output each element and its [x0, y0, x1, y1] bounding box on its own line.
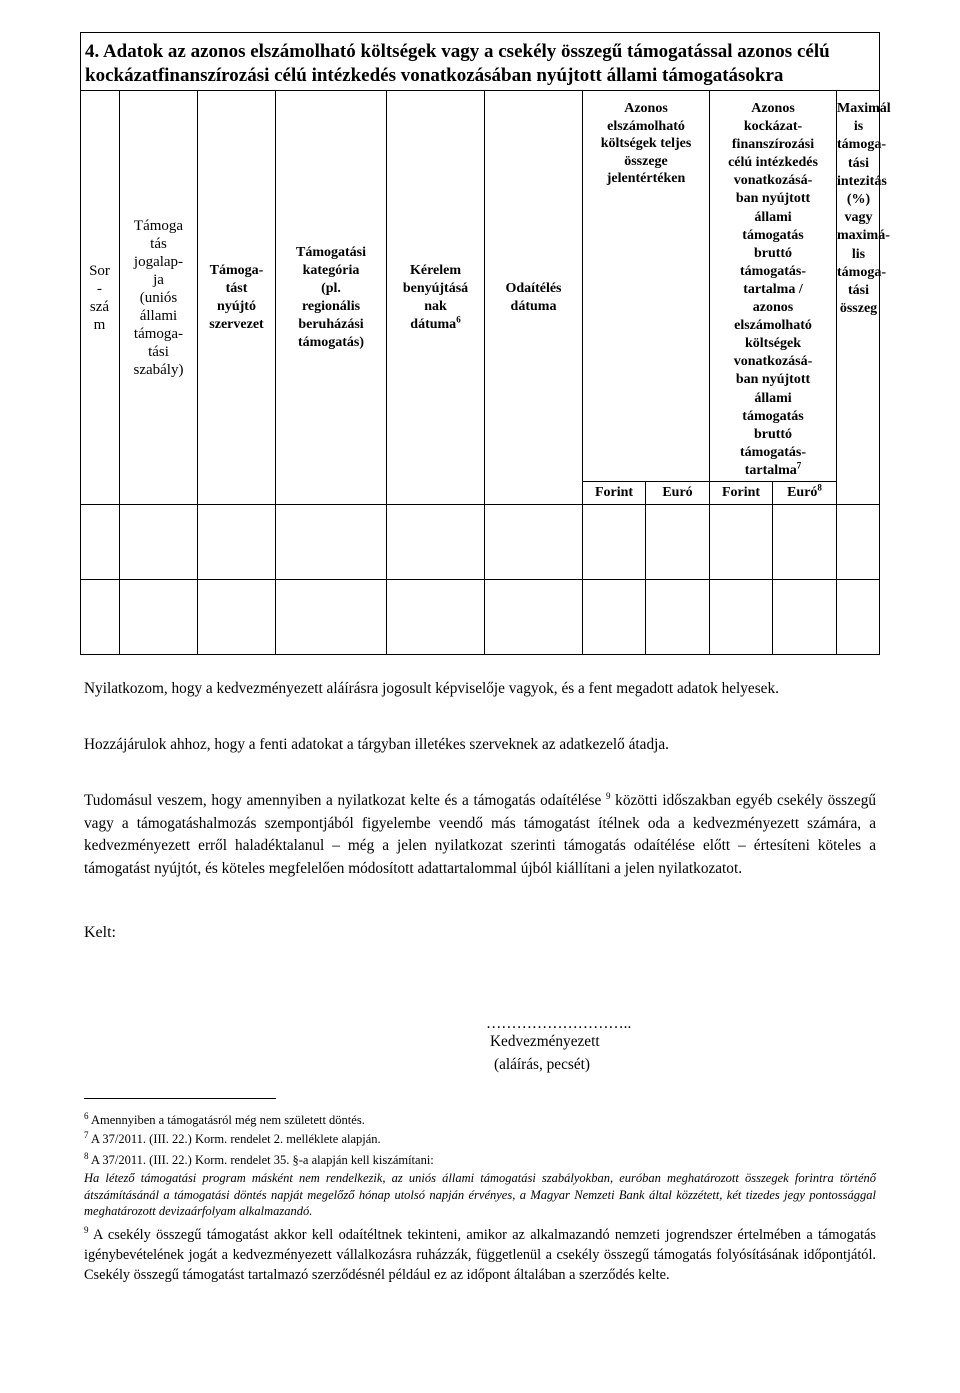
header-kategoria: Támogatási kategória (pl. regionális beruházási támogatás) — [296, 244, 366, 350]
subheader-forint: Forint — [594, 485, 634, 500]
footnote-8-text: A 37/2011. (III. 22.) Korm. rendelet 35. §-a alapján kell kiszámítani: — [90, 1153, 434, 1167]
footnote-9-text: A csekély összegű támogatást akkor kell odaítéltnek tekinteni, amikor az alkalmazandó nemzeti jogrendszer értelmében a támogatás igénybevételének jogát a kedvezményezett vállalkozásra ruházzák, függetlenül a csekély összegű támogatás folyósításának időpontjától. Csekély összegű támogatást tartalmazó szerződésnél például ez az időpont általában a szerződés kelte. — [84, 1227, 876, 1283]
declaration-3 — [84, 790, 876, 880]
header-kockazat — [710, 100, 836, 480]
signature-line: ……………………….. — [486, 1015, 632, 1032]
row-rule — [80, 579, 880, 580]
footnote-ref-9: 9 — [606, 790, 611, 801]
footnote-ref-8: 8 — [817, 482, 822, 493]
footnote-7-text: A 37/2011. (III. 22.) Korm. rendelet 2. melléklete alapján. — [90, 1132, 381, 1146]
col-divider — [645, 481, 646, 655]
footnote-ref-7: 7 — [796, 460, 802, 471]
footnote-8 — [84, 1152, 876, 1169]
footnote-6-text: Amennyiben a támogatásról még nem született döntés. — [90, 1113, 365, 1127]
header-rule — [80, 504, 880, 505]
header-jogalap: Támoga tás jogalap- ja (uniós állami támoga- tási szabály) — [133, 217, 184, 378]
header-maximalis: Maximál is támoga- tási intezitás (%) vagy maximá- lis támoga- tási összeg — [837, 101, 891, 317]
header-kockazat-text: Azonos kockázat- finanszírozási célú intézkedés vonatkozásá- ban nyújtott állami támogatás bruttó támogatás- tartalma / azonos elszámolható költségek vonatkozásá- ban nyújtott állami támogatás bruttó támogatás- tartalma — [728, 101, 818, 478]
declaration-3-a: Tudomásul veszem, hogy amennyiben a nyilatkozat kelte és a támogatás odaítélése — [84, 792, 602, 809]
header-azonos-koltseg: Azonos elszámolható költségek teljes összege jelentértéken — [600, 101, 692, 186]
declaration-2: Hozzájárulok ahhoz, hogy a fenti adatokat a tárgyban illetékes szerveknek az adatkezelő átadja. — [84, 736, 669, 753]
footnote-separator — [84, 1098, 276, 1099]
footnote-8-detail: Ha létező támogatási program másként nem rendelkezik, az uniós állami támogatási szabályokban, euróban meghatározott összegek forintra történő átszámításánál a támogatási döntés napját megelőző hónap utolsó napján érvényes, a Magyar Nemzeti Bank által közzétett, két tizedes jegy pontossággal meghatározott devizaárfolyam alkalmazandó. — [84, 1171, 876, 1218]
footnote-6-num: 6 — [84, 1110, 89, 1121]
section-title: 4. Adatok az azonos elszámolható költségek vagy a csekély összegű támogatással azonos célú kockázatfinanszírozási célú intézkedés vonatkozásában nyújtott állami támogatásokra — [85, 41, 830, 86]
subheader-forint: Forint — [721, 485, 761, 500]
header-nyujto: Támoga- tást nyújtó szervezet — [209, 262, 264, 332]
header-sorszam: Sor - szá m — [89, 262, 110, 333]
signature-note: (aláírás, pecsét) — [494, 1056, 590, 1073]
declaration-1: Nyilatkozom, hogy a kedvezményezett aláírásra jogosult képviselője vagyok, és a fent megadott adatok helyesek. — [84, 680, 779, 697]
subheader-euro — [773, 484, 836, 501]
header-odaiteles: Odaítélés dátuma — [505, 280, 562, 314]
footnote-6 — [84, 1112, 876, 1129]
declaration-3-b: közötti időszakban egyéb csekély összegű vagy a támogatáshalmozás szempontjából figyelembe veendő más támogatást ítélnek oda a kedvezményezett számára, a kedvezményezett erről haladéktalanul – még a jelen nyilatkozat szerinti támogatás odaítélése előtt – értesíteni köteles a támogatást nyújtót, és köteles megfelelően módosított adattartalommal újból kiállítani a jelen nyilatkozatot. — [84, 792, 877, 877]
footnote-9 — [84, 1225, 876, 1285]
col-divider — [772, 481, 773, 655]
footnote-ref-6: 6 — [456, 313, 461, 324]
signature-name: Kedvezményezett — [490, 1033, 600, 1050]
footnote-7-num: 7 — [84, 1129, 89, 1140]
kelt-label: Kelt: — [84, 924, 116, 941]
subheader-euro: Euró — [662, 485, 693, 500]
header-kerelem-text: Kérelem benyújtásá nak dátuma — [402, 262, 469, 332]
footnote-9-num: 9 — [84, 1225, 89, 1236]
footnote-7 — [84, 1131, 876, 1148]
header-kerelem — [387, 91, 484, 504]
footnote-8-num: 8 — [84, 1150, 89, 1161]
subheader-euro-text: Euró — [787, 485, 818, 500]
